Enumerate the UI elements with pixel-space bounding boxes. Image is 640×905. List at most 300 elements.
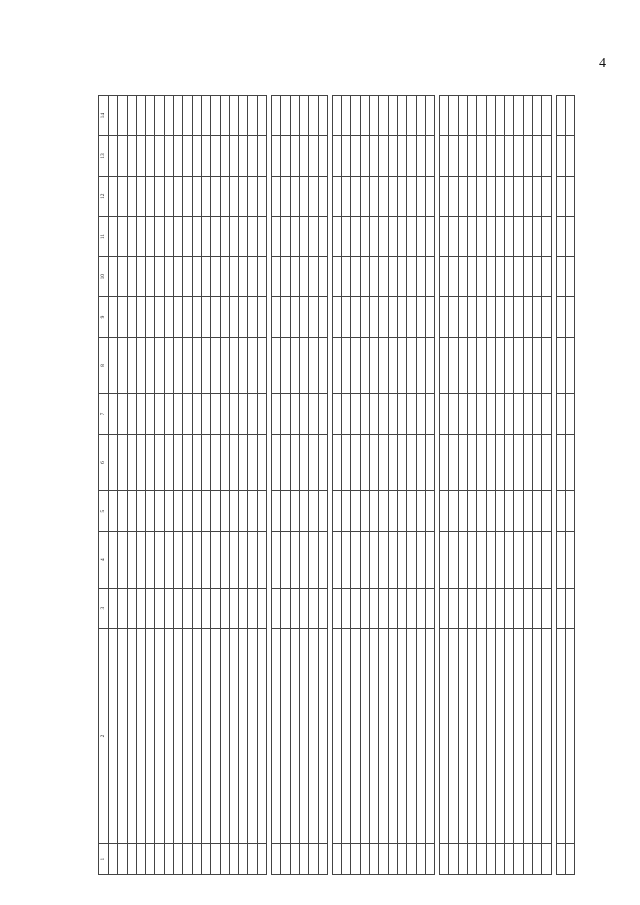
table-cell — [388, 136, 397, 176]
table-cell — [505, 844, 514, 875]
table-cell — [290, 216, 299, 256]
table-cell — [407, 491, 416, 531]
table-cell — [146, 216, 155, 256]
table-cell — [523, 176, 532, 216]
table-cell — [248, 337, 257, 394]
table-cell — [332, 96, 341, 136]
table-cell — [388, 297, 397, 337]
table-cell — [486, 257, 495, 297]
table-cell — [351, 491, 360, 531]
table-cell — [229, 216, 238, 256]
table-cell — [542, 297, 551, 337]
table-cell — [309, 216, 318, 256]
table-cell — [449, 297, 458, 337]
table-cell — [192, 297, 201, 337]
table-cell — [370, 394, 379, 434]
table-cell — [290, 628, 299, 843]
table-cell — [309, 588, 318, 628]
table-row — [211, 96, 220, 875]
column-header: 6 — [99, 434, 109, 491]
table-cell — [542, 844, 551, 875]
table-cell — [155, 491, 164, 531]
table-cell — [342, 96, 351, 136]
table-cell — [486, 844, 495, 875]
table-cell — [360, 96, 369, 136]
table-cell — [164, 491, 173, 531]
table-cell — [360, 176, 369, 216]
table-cell — [201, 588, 210, 628]
table-cell — [136, 176, 145, 216]
table-cell — [467, 394, 476, 434]
table-cell — [220, 844, 229, 875]
table-cell — [155, 628, 164, 843]
table-cell — [379, 491, 388, 531]
table-cell — [211, 588, 220, 628]
table-cell — [379, 297, 388, 337]
table-cell — [318, 588, 327, 628]
table-cell — [407, 216, 416, 256]
table-cell — [127, 588, 136, 628]
table-cell — [533, 136, 542, 176]
table-cell — [440, 394, 449, 434]
table-cell — [533, 588, 542, 628]
table-cell — [155, 394, 164, 434]
table-cell — [318, 257, 327, 297]
table-cell — [183, 531, 192, 588]
table-cell — [332, 136, 341, 176]
table-cell — [248, 216, 257, 256]
table-cell — [220, 588, 229, 628]
table-cell — [164, 136, 173, 176]
table-cell — [146, 434, 155, 491]
table-cell — [318, 96, 327, 136]
table-cell — [118, 491, 127, 531]
table-cell — [155, 96, 164, 136]
table-cell — [523, 257, 532, 297]
table-cell — [495, 491, 504, 531]
table-cell — [440, 628, 449, 843]
table-cell — [318, 297, 327, 337]
table-cell — [565, 136, 574, 176]
table-row — [397, 96, 406, 875]
table-cell — [309, 844, 318, 875]
table-cell — [239, 394, 248, 434]
table-row — [174, 96, 183, 875]
table-cell — [514, 136, 523, 176]
table-cell — [351, 434, 360, 491]
table-cell — [229, 434, 238, 491]
table-cell — [146, 491, 155, 531]
table-cell — [155, 531, 164, 588]
table-cell — [257, 297, 266, 337]
table-cell — [272, 297, 281, 337]
table-cell — [556, 337, 565, 394]
table-cell — [477, 96, 486, 136]
table-cell — [533, 628, 542, 843]
table-cell — [146, 531, 155, 588]
table-cell — [370, 531, 379, 588]
table-cell — [183, 394, 192, 434]
table-cell — [118, 297, 127, 337]
column-header: 8 — [99, 337, 109, 394]
table-cell — [425, 531, 434, 588]
table-row — [388, 96, 397, 875]
table-cell — [425, 176, 434, 216]
table-cell — [514, 844, 523, 875]
table-cell — [342, 491, 351, 531]
table-row — [486, 96, 495, 875]
table-cell — [281, 257, 290, 297]
table-row — [505, 96, 514, 875]
table-cell — [164, 434, 173, 491]
table-cell — [379, 136, 388, 176]
table-cell — [201, 434, 210, 491]
table-cell — [299, 176, 308, 216]
table-cell — [388, 628, 397, 843]
table-cell — [370, 491, 379, 531]
table-cell — [388, 588, 397, 628]
table-cell — [136, 628, 145, 843]
table-cell — [425, 216, 434, 256]
table-cell — [146, 176, 155, 216]
table-cell — [136, 434, 145, 491]
table-cell — [136, 491, 145, 531]
table-cell — [220, 337, 229, 394]
table-cell — [370, 176, 379, 216]
table-cell — [533, 96, 542, 136]
table-cell — [155, 337, 164, 394]
table-cell — [505, 337, 514, 394]
table-cell — [272, 136, 281, 176]
table-cell — [416, 297, 425, 337]
table-cell — [370, 588, 379, 628]
table-cell — [458, 531, 467, 588]
column-header: 11 — [99, 216, 109, 256]
table-cell — [449, 588, 458, 628]
table-cell — [440, 136, 449, 176]
table-cell — [220, 297, 229, 337]
table-cell — [505, 588, 514, 628]
table-cell — [155, 588, 164, 628]
table-row — [556, 96, 565, 875]
table-cell — [556, 844, 565, 875]
table-cell — [379, 531, 388, 588]
table-cell — [407, 628, 416, 843]
table-cell — [379, 394, 388, 434]
table-cell — [299, 628, 308, 843]
table-cell — [342, 628, 351, 843]
table-cell — [248, 628, 257, 843]
table-cell — [164, 176, 173, 216]
table-cell — [495, 257, 504, 297]
table-cell — [514, 491, 523, 531]
table-cell — [220, 96, 229, 136]
table-cell — [174, 337, 183, 394]
table-cell — [388, 531, 397, 588]
table-cell — [449, 216, 458, 256]
table-cell — [281, 844, 290, 875]
table-cell — [425, 394, 434, 434]
table-cell — [407, 844, 416, 875]
table-cell — [440, 216, 449, 256]
table-cell — [164, 531, 173, 588]
table-cell — [136, 588, 145, 628]
column-header: 10 — [99, 257, 109, 297]
table-cell — [299, 491, 308, 531]
table-cell — [342, 394, 351, 434]
table-cell — [379, 257, 388, 297]
table-cell — [127, 297, 136, 337]
table-cell — [449, 491, 458, 531]
table-cell — [397, 491, 406, 531]
table-cell — [164, 588, 173, 628]
table-cell — [257, 176, 266, 216]
table-cell — [281, 394, 290, 434]
rotated-table-container — [98, 95, 578, 875]
table-cell — [440, 337, 449, 394]
table-cell — [211, 96, 220, 136]
table-cell — [211, 434, 220, 491]
table-cell — [309, 257, 318, 297]
table-cell — [290, 434, 299, 491]
table-cell — [211, 394, 220, 434]
table-cell — [127, 531, 136, 588]
table-cell — [397, 136, 406, 176]
table-cell — [360, 491, 369, 531]
table-cell — [425, 297, 434, 337]
table-cell — [458, 297, 467, 337]
table-cell — [136, 216, 145, 256]
table-cell — [542, 176, 551, 216]
table-cell — [229, 844, 238, 875]
table-cell — [360, 257, 369, 297]
table-cell — [257, 96, 266, 136]
table-cell — [477, 844, 486, 875]
table-cell — [127, 434, 136, 491]
table-cell — [379, 588, 388, 628]
table-cell — [229, 176, 238, 216]
table-cell — [183, 96, 192, 136]
table-cell — [416, 434, 425, 491]
table-cell — [467, 96, 476, 136]
table-cell — [272, 491, 281, 531]
table-cell — [440, 434, 449, 491]
table-cell — [220, 434, 229, 491]
table-cell — [477, 136, 486, 176]
table-cell — [146, 136, 155, 176]
table-cell — [542, 491, 551, 531]
table-cell — [109, 96, 118, 136]
table-cell — [477, 628, 486, 843]
table-cell — [407, 176, 416, 216]
table-cell — [299, 216, 308, 256]
table-cell — [449, 96, 458, 136]
table-cell — [533, 297, 542, 337]
table-cell — [425, 337, 434, 394]
table-cell — [309, 176, 318, 216]
table-cell — [533, 337, 542, 394]
table-cell — [486, 96, 495, 136]
table-cell — [201, 136, 210, 176]
table-cell — [533, 434, 542, 491]
table-cell — [220, 628, 229, 843]
table-cell — [239, 844, 248, 875]
table-cell — [495, 96, 504, 136]
table-cell — [257, 337, 266, 394]
table-cell — [342, 216, 351, 256]
table-cell — [183, 216, 192, 256]
table-cell — [290, 297, 299, 337]
table-cell — [192, 844, 201, 875]
table-cell — [164, 844, 173, 875]
table-row — [477, 96, 486, 875]
table-cell — [565, 394, 574, 434]
table-cell — [416, 394, 425, 434]
table-row — [239, 96, 248, 875]
table-cell — [299, 394, 308, 434]
table-cell — [192, 257, 201, 297]
table-cell — [127, 394, 136, 434]
table-cell — [449, 394, 458, 434]
table-cell — [155, 257, 164, 297]
table-cell — [505, 257, 514, 297]
table-cell — [201, 628, 210, 843]
table-cell — [118, 176, 127, 216]
table-cell — [309, 628, 318, 843]
table-cell — [533, 844, 542, 875]
table-row — [290, 96, 299, 875]
table-cell — [127, 491, 136, 531]
table-cell — [299, 257, 308, 297]
table-cell — [486, 136, 495, 176]
table-cell — [440, 844, 449, 875]
table-cell — [229, 628, 238, 843]
table-cell — [146, 844, 155, 875]
table-cell — [360, 531, 369, 588]
table-cell — [505, 176, 514, 216]
table-cell — [514, 257, 523, 297]
table-cell — [425, 136, 434, 176]
table-cell — [136, 394, 145, 434]
table-cell — [514, 216, 523, 256]
table-cell — [370, 844, 379, 875]
table-cell — [388, 491, 397, 531]
table-row — [360, 96, 369, 875]
table-cell — [183, 588, 192, 628]
table-cell — [309, 337, 318, 394]
table-cell — [379, 96, 388, 136]
table-row — [342, 96, 351, 875]
table-cell — [290, 337, 299, 394]
table-cell — [211, 176, 220, 216]
table-cell — [449, 531, 458, 588]
table-cell — [505, 216, 514, 256]
table-cell — [290, 491, 299, 531]
table-cell — [281, 628, 290, 843]
table-cell — [397, 176, 406, 216]
table-cell — [523, 216, 532, 256]
table-cell — [342, 176, 351, 216]
table-cell — [239, 531, 248, 588]
table-cell — [174, 491, 183, 531]
table-cell — [370, 216, 379, 256]
table-cell — [155, 297, 164, 337]
table-cell — [556, 531, 565, 588]
table-cell — [458, 394, 467, 434]
table-cell — [332, 844, 341, 875]
table-row — [425, 96, 434, 875]
table-cell — [477, 588, 486, 628]
table-cell — [332, 216, 341, 256]
table-cell — [416, 96, 425, 136]
table-cell — [477, 434, 486, 491]
table-cell — [523, 394, 532, 434]
table-cell — [556, 588, 565, 628]
table-cell — [201, 531, 210, 588]
table-cell — [257, 491, 266, 531]
column-header: 9 — [99, 297, 109, 337]
table-cell — [351, 628, 360, 843]
table-cell — [136, 531, 145, 588]
table-body — [109, 96, 575, 875]
table-cell — [397, 434, 406, 491]
table-cell — [257, 531, 266, 588]
table-cell — [229, 337, 238, 394]
table-cell — [201, 96, 210, 136]
table-cell — [360, 136, 369, 176]
table-cell — [449, 257, 458, 297]
table-cell — [332, 628, 341, 843]
table-cell — [416, 531, 425, 588]
table-cell — [281, 176, 290, 216]
table-cell — [397, 257, 406, 297]
table-cell — [505, 628, 514, 843]
table-cell — [136, 136, 145, 176]
table-cell — [146, 96, 155, 136]
table-cell — [229, 588, 238, 628]
table-row — [109, 96, 118, 875]
table-cell — [514, 628, 523, 843]
table-cell — [318, 176, 327, 216]
table-row — [416, 96, 425, 875]
table-cell — [174, 257, 183, 297]
table-cell — [192, 337, 201, 394]
table-cell — [192, 216, 201, 256]
table-cell — [220, 257, 229, 297]
table-cell — [109, 176, 118, 216]
table-cell — [155, 136, 164, 176]
table-cell — [440, 96, 449, 136]
table-cell — [533, 394, 542, 434]
table-cell — [201, 491, 210, 531]
table-cell — [183, 176, 192, 216]
table-cell — [556, 176, 565, 216]
column-header: 2 — [99, 628, 109, 843]
table-cell — [239, 257, 248, 297]
table-cell — [309, 394, 318, 434]
table-cell — [309, 96, 318, 136]
table-cell — [360, 588, 369, 628]
table-cell — [495, 297, 504, 337]
table-cell — [332, 491, 341, 531]
table-cell — [299, 588, 308, 628]
table-cell — [342, 136, 351, 176]
table-cell — [351, 531, 360, 588]
table-row — [542, 96, 551, 875]
table-cell — [299, 434, 308, 491]
table-row — [370, 96, 379, 875]
table-cell — [556, 136, 565, 176]
